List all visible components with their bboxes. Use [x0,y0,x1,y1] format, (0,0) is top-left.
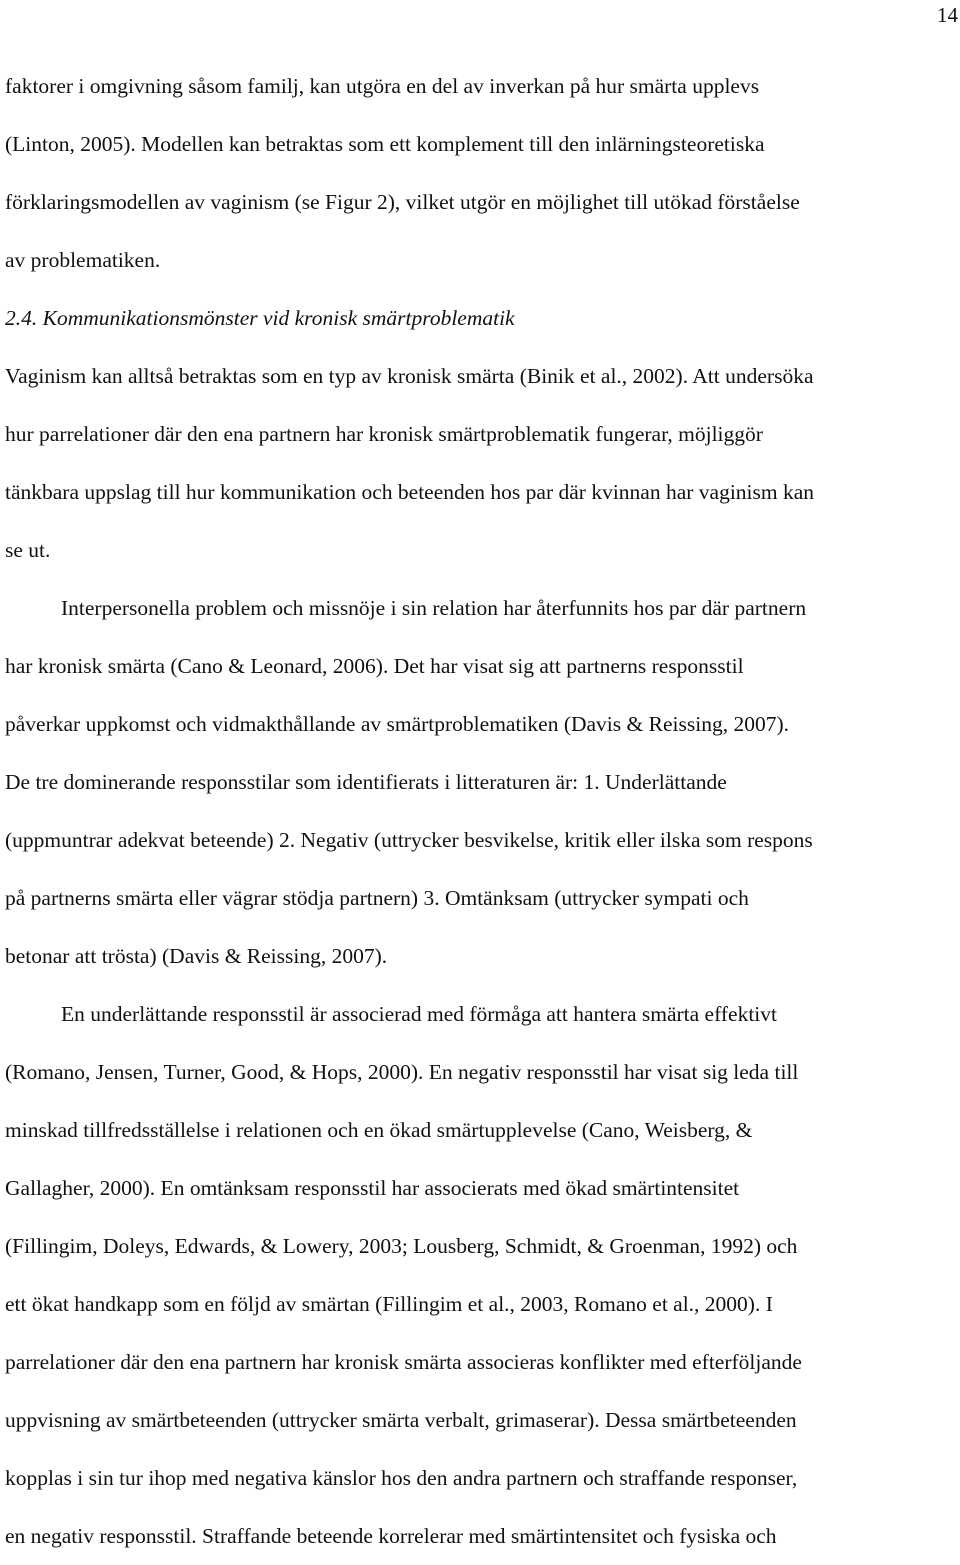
text-line: (Fillingim, Doleys, Edwards, & Lowery, 2003; Lousberg, Schmidt, & Groenman, 1992) och [5,1234,798,1258]
paragraph-interpersonal [5,579,960,985]
text-line: Vaginism kan alltså betraktas som en typ av kronisk smärta (Binik et al., 2002). Att undersöka [5,364,814,388]
text-line: hur parrelationer där den ena partnern har kronisk smärtproblematik fungerar, möjliggör [5,422,763,446]
text-line: En underlättande responsstil är associerad med förmåga att hantera smärta effektivt [61,1002,777,1026]
paragraph-intro [5,57,960,289]
text-line: tänkbara uppslag till hur kommunikation och beteenden hos par där kvinnan har vaginism kan [5,480,815,504]
text-line: ett ökat handkapp som en följd av smärtan (Fillingim et al., 2003, Romano et al., 2000). I [5,1292,773,1316]
text-line: (Romano, Jensen, Turner, Good, & Hops, 2000). En negativ responsstil har visat sig leda till [5,1060,799,1084]
text-line: av problematiken. [5,248,161,272]
document-body [5,57,960,1565]
section-heading: 2.4. Kommunikationsmönster vid kronisk smärtproblematik [5,306,515,330]
paragraph-responsstil [5,985,960,1565]
paragraph-vaginism [5,347,960,579]
text-line: minskad tillfredsställelse i relationen och en ökad smärtupplevelse (Cano, Weisberg, & [5,1118,753,1142]
text-line: betonar att trösta) (Davis & Reissing, 2007). [5,944,388,968]
text-line: på partnerns smärta eller vägrar stödja partnern) 3. Omtänksam (uttrycker sympati och [5,886,749,910]
text-line: se ut. [5,538,51,562]
text-line: påverkar uppkomst och vidmakthållande av smärtproblematiken (Davis & Reissing, 2007). [5,712,789,736]
text-line: De tre dominerande responsstilar som identifierats i litteraturen är: 1. Underlättande [5,770,727,794]
text-line: uppvisning av smärtbeteenden (uttrycker smärta verbalt, grimaserar). Dessa smärtbeteenden [5,1408,797,1432]
text-line: en negativ responsstil. Straffande beteende korrelerar med smärtintensitet och fysiska och [5,1524,777,1548]
text-line: parrelationer där den ena partnern har kronisk smärta associeras konflikter med efterföljande [5,1350,802,1374]
text-line: förklaringsmodellen av vaginism (se Figur 2), vilket utgör en möjlighet till utökad förståelse [5,190,800,214]
text-line: kopplas i sin tur ihop med negativa känslor hos den andra partnern och straffande responser, [5,1466,798,1490]
text-line: (Linton, 2005). Modellen kan betraktas som ett komplement till den inlärningsteoretiska [5,132,765,156]
text-line: Gallagher, 2000). En omtänksam responsstil har associerats med ökad smärtintensitet [5,1176,740,1200]
text-line: har kronisk smärta (Cano & Leonard, 2006). Det har visat sig att partnerns responsstil [5,654,744,678]
text-line: (uppmuntrar adekvat beteende) 2. Negativ (uttrycker besvikelse, kritik eller ilska som respons [5,828,813,852]
text-line: faktorer i omgivning såsom familj, kan utgöra en del av inverkan på hur smärta upplevs [5,74,760,98]
text-line: Interpersonella problem och missnöje i sin relation har återfunnits hos par där partnern [61,596,807,620]
page-number: 14 [937,3,958,27]
